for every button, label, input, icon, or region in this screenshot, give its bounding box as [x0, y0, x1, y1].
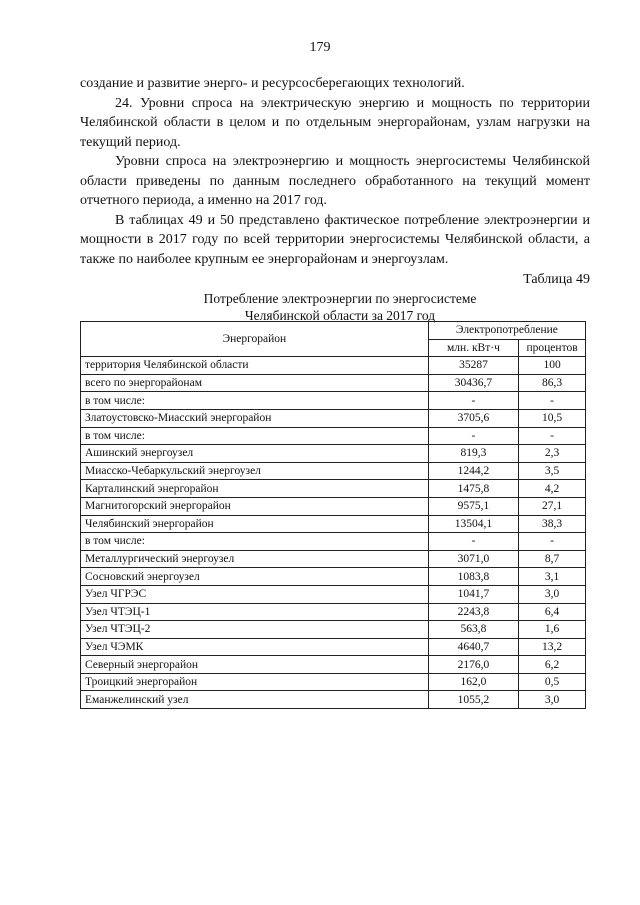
table-row [81, 480, 586, 498]
percent-cell: 6,2 [519, 656, 586, 674]
consumption-value-cell: 819,3 [428, 445, 518, 463]
paragraph: 24. Уровни спроса на электрическую энергию и мощность по территории Челябинской области в целом и по отдельным энергорайонам, узлам нагрузки на текущий период. [80, 95, 590, 150]
table-row [81, 357, 586, 375]
region-cell: Троицкий энергорайон [81, 673, 429, 691]
consumption-value-cell: 1244,2 [428, 462, 518, 480]
region-cell: в том числе: [81, 427, 429, 445]
table-row [81, 638, 586, 656]
consumption-value-cell: 3071,0 [428, 550, 518, 568]
table-row [81, 568, 586, 586]
percent-cell: - [519, 427, 586, 445]
consumption-value-cell: - [428, 392, 518, 410]
table-row [81, 497, 586, 515]
region-cell: Узел ЧЭМК [81, 638, 429, 656]
region-cell: Узел ЧТЭЦ-1 [81, 603, 429, 621]
consumption-value-cell: 162,0 [428, 673, 518, 691]
percent-cell: - [519, 533, 586, 551]
consumption-value-cell: 2176,0 [428, 656, 518, 674]
table-number-label: Таблица 49 [523, 272, 590, 287]
region-cell: Челябинский энергорайон [81, 515, 429, 533]
table-row [81, 603, 586, 621]
region-cell: Сосновский энергоузел [81, 568, 429, 586]
region-cell: Еманжелинский узел [81, 691, 429, 709]
table-title [100, 290, 580, 324]
table-row [81, 515, 586, 533]
consumption-value-cell: 1055,2 [428, 691, 518, 709]
region-cell: Северный энергорайон [81, 656, 429, 674]
region-cell: Металлургический энергоузел [81, 550, 429, 568]
table-row [81, 462, 586, 480]
region-cell: Миасско-Чебаркульский энергоузел [81, 462, 429, 480]
consumption-value-cell: 1083,8 [428, 568, 518, 586]
table-row [81, 550, 586, 568]
consumption-value-cell: 2243,8 [428, 603, 518, 621]
consumption-value-cell: 1475,8 [428, 480, 518, 498]
percent-cell: 2,3 [519, 445, 586, 463]
percent-cell: 3,0 [519, 585, 586, 603]
percent-cell: 0,5 [519, 673, 586, 691]
region-cell: всего по энергорайонам [81, 374, 429, 392]
consumption-value-cell: 30436,7 [428, 374, 518, 392]
table-row [81, 445, 586, 463]
region-cell: Узел ЧГРЭС [81, 585, 429, 603]
percent-cell: 8,7 [519, 550, 586, 568]
table-row [81, 585, 586, 603]
percent-cell: 13,2 [519, 638, 586, 656]
percent-cell: 27,1 [519, 497, 586, 515]
consumption-value-cell: - [428, 533, 518, 551]
region-cell: Златоустовско-Миасский энергорайон [81, 409, 429, 427]
percent-cell: 38,3 [519, 515, 586, 533]
body-text [80, 74, 590, 269]
percent-cell: 4,2 [519, 480, 586, 498]
percent-cell: 3,1 [519, 568, 586, 586]
header-consumption: Электропотребление [428, 322, 585, 340]
table-row [81, 427, 586, 445]
consumption-value-cell: 9575,1 [428, 497, 518, 515]
paragraph: создание и развитие энерго- и ресурсосберегающих технологий. [80, 76, 465, 91]
percent-cell: - [519, 392, 586, 410]
percent-cell: 86,3 [519, 374, 586, 392]
header-unit-percent: процентов [519, 339, 586, 357]
region-cell: в том числе: [81, 533, 429, 551]
table-title-line: Челябинской области за 2017 год [244, 308, 436, 323]
consumption-value-cell: 13504,1 [428, 515, 518, 533]
region-cell: территория Челябинской области [81, 357, 429, 375]
consumption-value-cell: 563,8 [428, 621, 518, 639]
percent-cell: 100 [519, 357, 586, 375]
table-row [81, 673, 586, 691]
region-cell: Узел ЧТЭЦ-2 [81, 621, 429, 639]
header-unit-mwh: млн. кВт·ч [428, 339, 518, 357]
table-row [81, 621, 586, 639]
region-cell: Ашинский энергоузел [81, 445, 429, 463]
page-number: 179 [309, 40, 331, 55]
paragraph: В таблицах 49 и 50 представлено фактическое потребление электроэнергии и мощности в 2017 году по всей территории энергосистемы Челябинской области, а также по наиболее крупным ее энергорайонам и энергоузлам. [80, 212, 590, 267]
region-cell: Карталинский энергорайон [81, 480, 429, 498]
consumption-table [80, 321, 586, 709]
percent-cell: 1,6 [519, 621, 586, 639]
percent-cell: 10,5 [519, 409, 586, 427]
table-row [81, 656, 586, 674]
percent-cell: 6,4 [519, 603, 586, 621]
table-body [81, 357, 586, 709]
table-row [81, 691, 586, 709]
consumption-value-cell: 35287 [428, 357, 518, 375]
table-row [81, 392, 586, 410]
region-cell: в том числе: [81, 392, 429, 410]
consumption-value-cell: 1041,7 [428, 585, 518, 603]
percent-cell: 3,0 [519, 691, 586, 709]
paragraph: Уровни спроса на электроэнергию и мощность энергосистемы Челябинской области приведены по данным последнего обработанного на текущий момент отчетного периода, а именно на 2017 год. [80, 154, 590, 208]
table-row [81, 533, 586, 551]
percent-cell: 3,5 [519, 462, 586, 480]
header-region: Энергорайон [81, 322, 429, 357]
consumption-value-cell: 3705,6 [428, 409, 518, 427]
table-row [81, 374, 586, 392]
table-row [81, 409, 586, 427]
region-cell: Магнитогорский энергорайон [81, 497, 429, 515]
consumption-value-cell: 4640,7 [428, 638, 518, 656]
consumption-value-cell: - [428, 427, 518, 445]
table-title-line: Потребление электроэнергии по энергосистеме [203, 291, 477, 306]
